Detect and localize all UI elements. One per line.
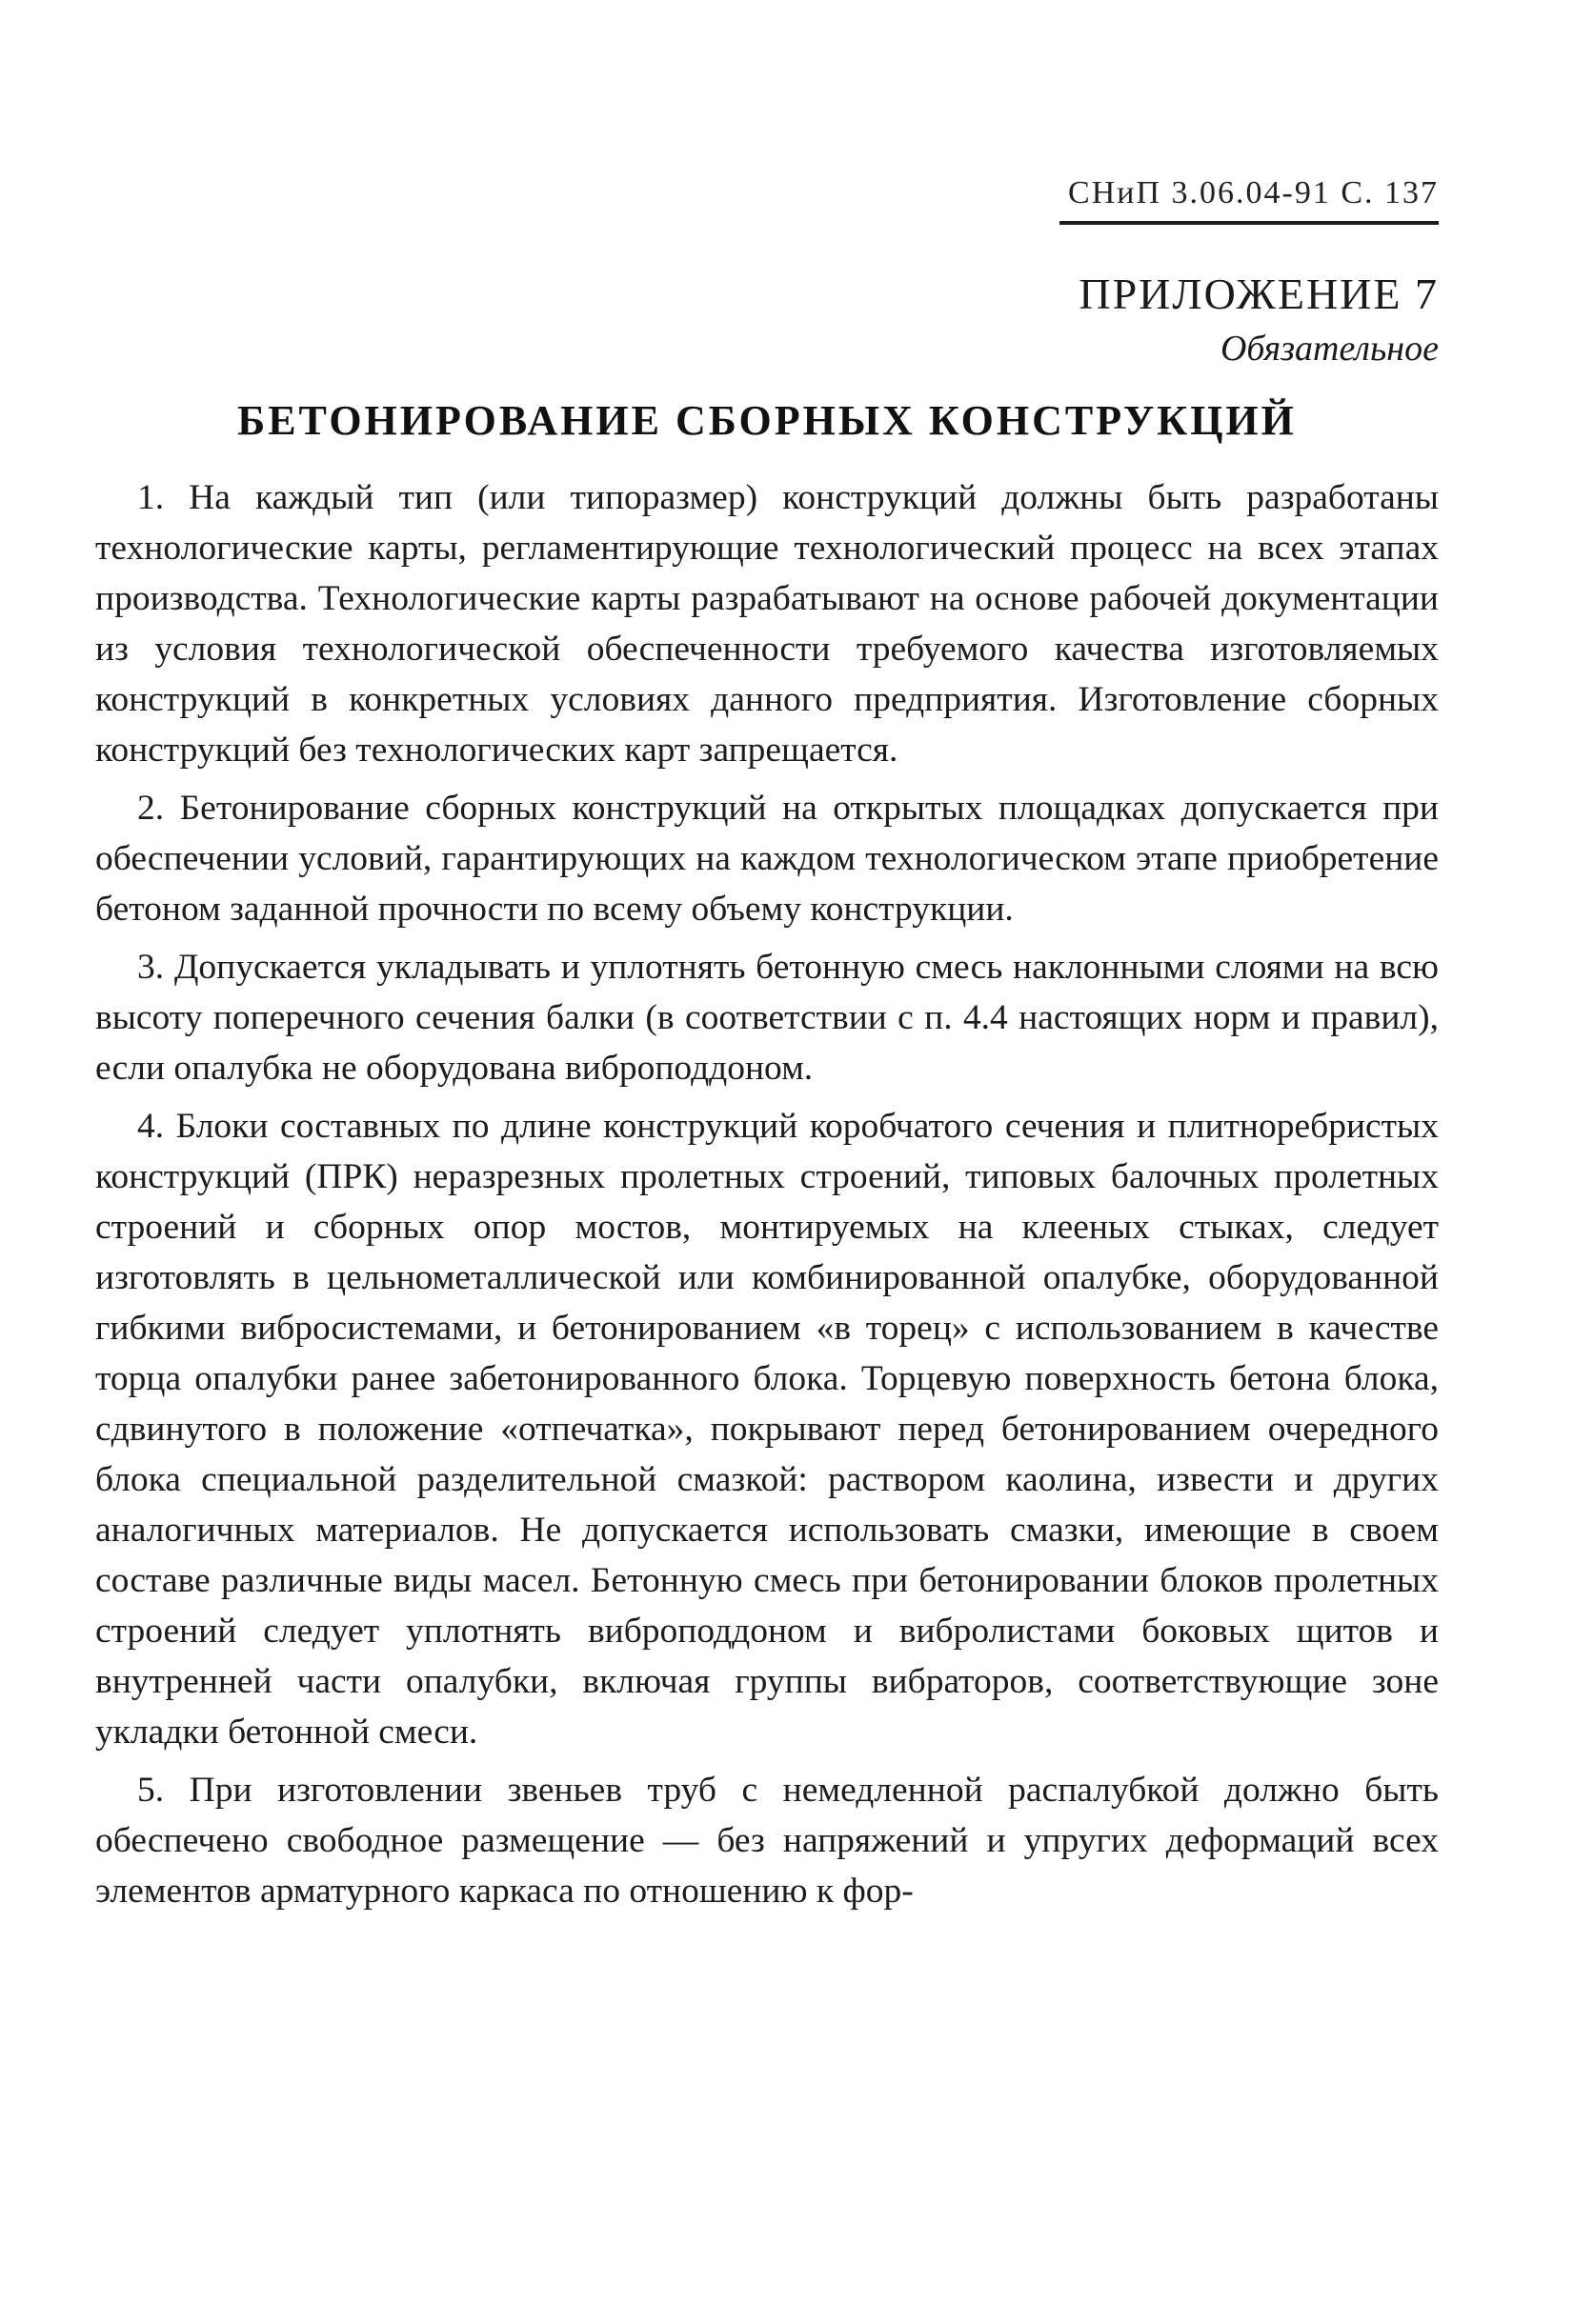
paragraph-3: 3. Допускается укладывать и уплотнять бетонную смесь наклонными слоями на всю высоту поперечного сечения балки (в соответствии с п. 4.4 настоящих норм и правил), если опалубка не оборудована виброподдоном. — [95, 948, 1439, 1088]
appendix-status: Обязательное — [1220, 329, 1439, 369]
paragraph-2: 2. Бетонирование сборных конструкций на открытых площадках допускается при обеспечении условий, гарантирующих на каждом технологическом этапе приобретение бетоном заданной прочности по всему объему конструкции. — [95, 789, 1439, 929]
running-header: СНиП 3.06.04-91 С. 137 — [1068, 175, 1439, 210]
appendix-title: ПРИЛОЖЕНИЕ 7 — [1079, 270, 1439, 318]
body-text — [95, 472, 1439, 1924]
paragraph-1: 1. На каждый тип (или типоразмер) конструкций должны быть разработаны технологические карты, регламентирующие технологический процесс на всех этапах производства. Технологические карты разрабатывают на основе рабочей документации из условия технологической обеспеченности требуемого качества изготовляемых конструкций в конкретных условиях данного предприятия. Изготовление сборных конструкций без технологических карт запрещается. — [95, 478, 1439, 770]
paragraph-4: 4. Блоки составных по длине конструкций коробчатого сечения и плитноребристых конструкций (ПРК) неразрезных пролетных строений, типовых балочных пролетных строений и сборных опор мостов, монтируемых на клееных стыках, следует изготовлять в цельнометаллической или комбинированной опалубке, оборудованной гибкими вибросистемами, и бетонированием «в торец» с использованием в качестве торца опалубки ранее забетонированного блока. Торцевую поверхность бетона блока, сдвинутого в положение «отпечатка», покрывают перед бетонированием очередного блока специальной разделительной смазкой: раствором каолина, извести и других аналогичных материалов. Не допускается использовать смазки, имеющие в своем составе различные виды масел. Бетонную смесь при бетонировании блоков пролетных строений следует уплотнять виброподдоном и вибролистами боковых щитов и внутренней части опалубки, включая группы вибраторов, соответствующие зоне укладки бетонной смеси. — [95, 1107, 1439, 1752]
section-title: БЕТОНИРОВАНИЕ СБОРНЫХ КОНСТРУКЦИЙ — [237, 397, 1297, 444]
paragraph-5: 5. При изготовлении звеньев труб с немедленной распалубкой должно быть обеспечено свободное размещение — без напряжений и упругих деформаций всех элементов арматурного каркаса по отношению к фор- — [95, 1771, 1439, 1911]
header-rule — [1059, 221, 1439, 225]
